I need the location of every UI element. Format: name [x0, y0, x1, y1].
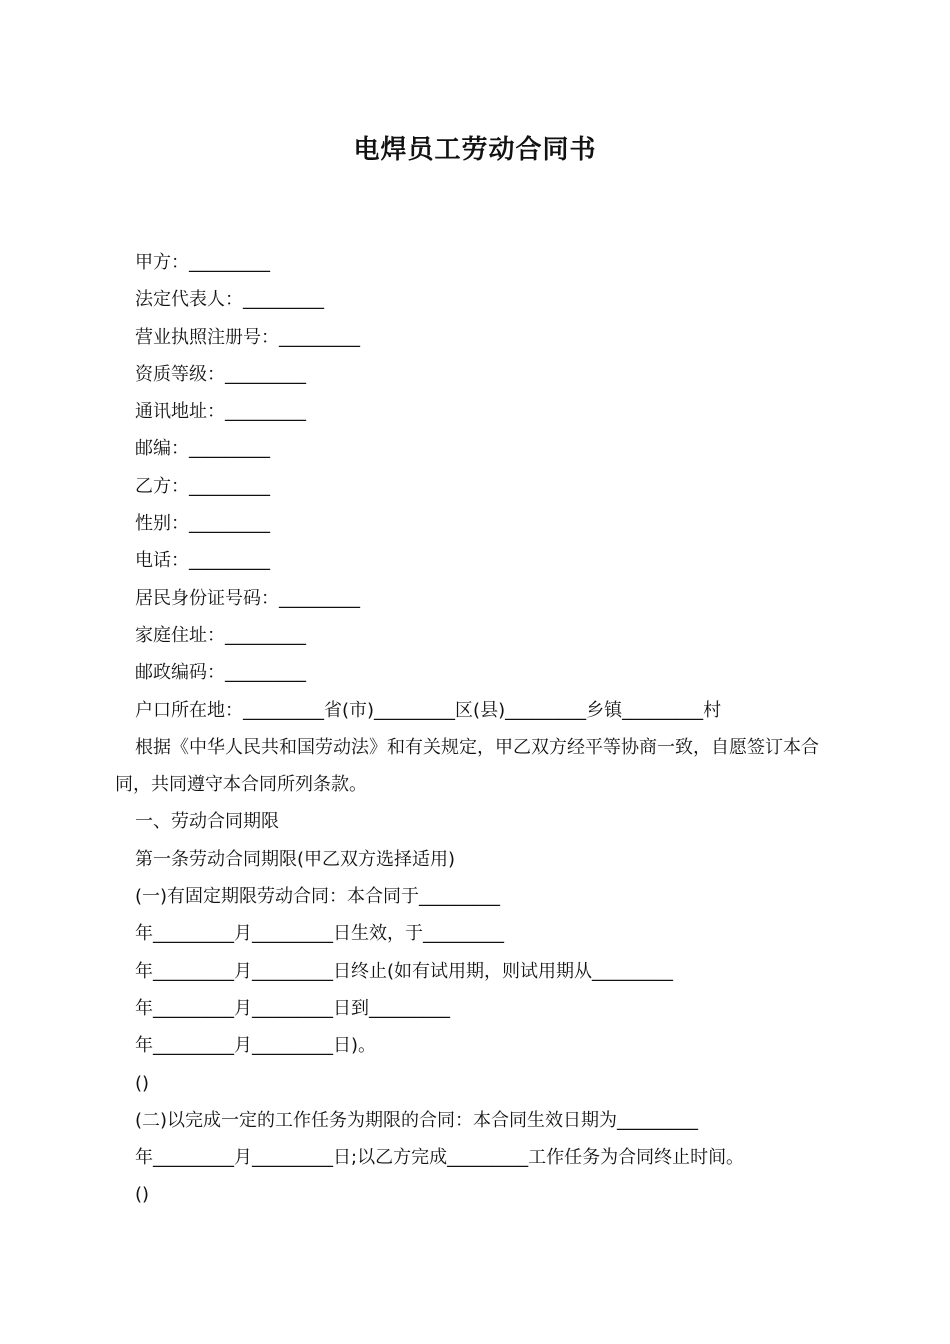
task-term-line: 年_________月_________日;以乙方完成_________工作任务为合同终止时间。: [135, 1147, 745, 1169]
fixed-term-checkbox: (): [135, 1072, 150, 1094]
gender-field: 性别：_________: [135, 513, 270, 535]
home-address-field: 家庭住址：_________: [135, 624, 306, 646]
id-number-field: 居民身份证号码：_________: [135, 587, 360, 609]
fixed-term-line: (一)有固定期限劳动合同：本合同于_________: [135, 886, 501, 908]
fixed-term-line: 年_________月_________日终止(如有试用期，则试用期从_________: [135, 960, 674, 982]
business-license-field: 营业执照注册号：_________: [135, 326, 360, 348]
fixed-term-line: 年_________月_________日)。: [135, 1035, 377, 1057]
section-heading: 一、劳动合同期限: [135, 811, 279, 833]
qualification-level-field: 资质等级：_________: [135, 363, 306, 385]
legal-representative-field: 法定代表人：_________: [135, 289, 324, 311]
address-field: 通讯地址：_________: [135, 401, 306, 423]
phone-field: 电话：_________: [135, 550, 270, 572]
task-term-line: (二)以完成一定的工作任务为期限的合同：本合同生效日期为_________: [135, 1109, 699, 1131]
intro-paragraph: 根据《中华人民共和国劳动法》和有关规定，甲乙双方经平等协商一致，自愿签订本合同，共同遵守本合同所列条款。: [115, 736, 819, 796]
document-body: [115, 244, 835, 1214]
task-term-checkbox: (): [135, 1184, 150, 1206]
fixed-term-line: 年_________月_________日生效，于_________: [135, 923, 504, 945]
article-1-heading: 第一条劳动合同期限(甲乙双方选择适用): [135, 848, 456, 870]
postal-code-field: 邮政编码：_________: [135, 662, 306, 684]
party-a-field: 甲方：_________: [135, 252, 270, 273]
party-b-field: 乙方：_________: [135, 475, 270, 497]
household-registration-field: 户口所在地：_________省(市)_________区(县)_________乡镇_________村: [135, 699, 722, 721]
postcode-field: 邮编：_________: [135, 438, 270, 460]
document-title: 电焊员工劳动合同书: [353, 135, 597, 165]
fixed-term-line: 年_________月_________日到_________: [135, 997, 450, 1019]
